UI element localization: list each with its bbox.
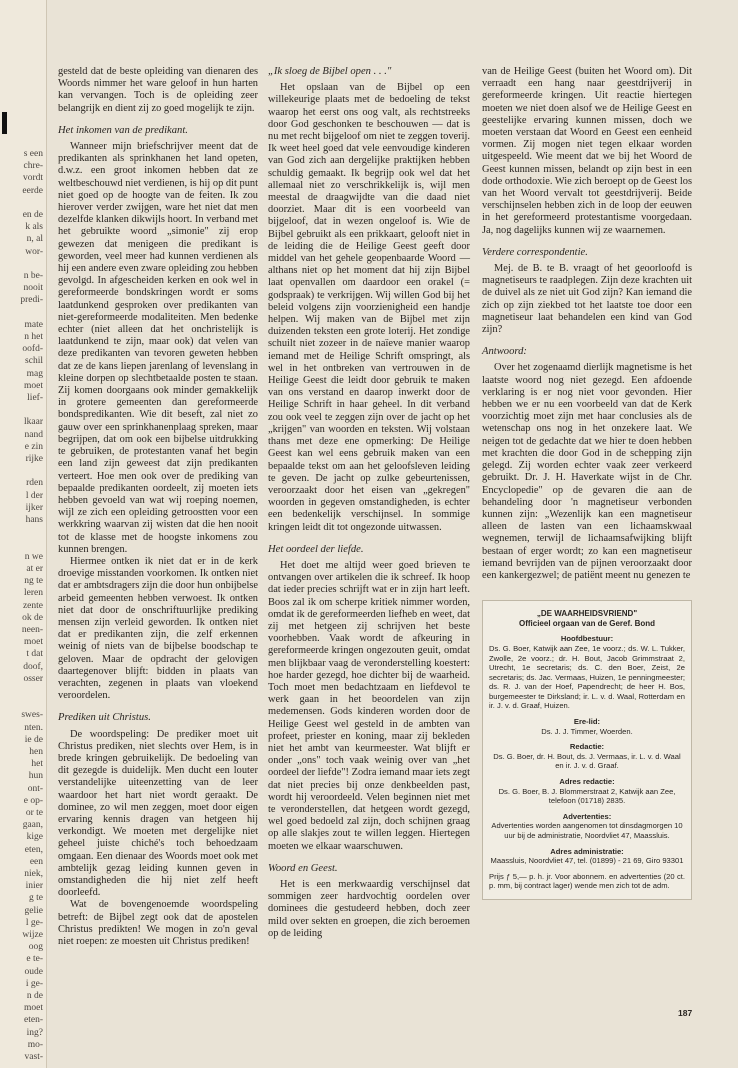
colophon-honor: Ds. J. J. Timmer, Woerden. <box>541 726 633 736</box>
spine-line: gaan, <box>22 820 43 831</box>
spine-line: vast- <box>24 1052 43 1063</box>
spine-line: een <box>29 856 43 867</box>
colophon-redaction-heading: Redactie: <box>569 742 605 752</box>
colophon-box <box>482 600 692 900</box>
spine-line <box>0 526 43 538</box>
colophon-ads: Advertenties worden aangenomen tot dinsdagmorgen 10 uur bij de administratie, Noordvliet 47, Maassluis. <box>491 821 683 840</box>
spine-line: oofd- <box>22 344 43 355</box>
spine-line: hun <box>28 771 43 782</box>
spine-line: oog <box>28 942 43 953</box>
colophon-admin-heading: Adres administratie: <box>550 846 624 856</box>
spine-line: nand <box>24 429 43 440</box>
paragraph: Wanneer mijn briefschrijver meent dat de predikanten als sprinkhanen het land opeten, d.w.z. een groot inkomen hebben dat ze weltbeschouwd niet verdienen, is hij op dit punt niet goed op de hoogte van de feiten. Ik zou hierover verder zwijgen, ware het niet dat men dezelfde klanken dikwijls hoort. In verband met het gebruikte woord „simonie" zij erop gewezen dat menigeen die predikant is geworden, veel meer had kunnen verdienen als hij een andere even zware opleiding zou hebben gevolgd. In afgescheiden kerken en ook wel in gereformeerde bondskringen wordt er soms laatdunkend gesproken over predikanten van niet-gereformeerde modaliteiten. Men bedenke echter (niet alleen dat het onchristelijk is laatdunkend te zijn, maar ook) dat velen van deze predikanten van tevoren geweten hebben dat ze de kans liepen jarenlang of levenslang in kleine dorpen op slechtbetaalde posten te staan. Zij komen doorgaans ook minder gemakkelijk in grotere gemeenten dan gereformeerde bondspredikanten. Wie dit beseft, zal niet zo gauw over een sprinkhanenplaag spreken, maar begrijpen, dat om ook een bijbelse uitdrukking te gebruiken, de protestanten vanaf het begin een land zijn geweest dat zijn predikanten verteert. Hoe men ook over de prediking van bepaalde predikanten oordeelt, zij moeten iets hebben gevoeld van wat wij roeping noemen, wijl ze zich een opleiding getroostten voor een werkkring waarvan zij wisten dat die hen nooit tot de klasse met de hoogste inkomens zou kunnen brengen. <box>58 141 258 555</box>
spine-line: hen <box>29 746 43 757</box>
spine-line: chre- <box>23 161 43 172</box>
spine-line: en de <box>22 210 43 221</box>
spine-line: ok de <box>22 612 43 623</box>
spine-line <box>0 307 43 319</box>
spine-line <box>0 539 43 551</box>
spine-line: ont- <box>27 783 43 794</box>
paragraph: gesteld dat de beste opleiding van dienaren des Woords nimmer het ware geloof in hun harten kan vervangen. Toch is de opleiding zeer belangrijk en dient zij zo goed mogelijk te zijn. <box>58 66 258 114</box>
colophon-price: Prijs ƒ 5,— p. h. jr. Voor abonnem. en advertenties (20 ct. p. mm, bij contract lager) wende men zich tot de adm. <box>489 871 685 891</box>
colophon-honor-heading: Ere-lid: <box>573 717 601 727</box>
spine-line: mate <box>24 319 43 330</box>
spine-line <box>0 697 43 709</box>
spine-line: moet <box>24 380 43 391</box>
spine-line: eten- <box>24 1015 43 1026</box>
paragraph: Mej. de B. te B. vraagt of het geoorloofd is magnetiseurs te raadplegen. Zijn deze krachten uit de duivel als ze niet uit God zijn? Kan iemand die zich op zijn ziekbed tot het laatste toe door een magnetiseur laat behandelen een kind van God zijn? <box>482 263 692 336</box>
section-heading: Woord en Geest. <box>268 862 338 874</box>
spine-line: ing? <box>26 1027 43 1038</box>
spine-line: wijze <box>22 930 43 940</box>
spine-line: oude <box>24 966 43 977</box>
paragraph: De woordspeling: De prediker moet uit Christus prediken, niet slechts over Hem, is in brede kringen gebruikelijk. De bedoeling van dit gezegde is duidelijk. Men ducht een louter verstandelijke uiteenzetting van de leer waardoor het hart niet wordt geraakt. De dominee, zo wil men zeggen, moet door eigen ervaring kennis dragen van hetgeen hij verkondigt. We moeten met dergelijke niet geheel juiste chiché's toch behoedzaam omgaan. Een dienaar des Woords moet ook met ambtelijk gezag leiding kunnen geven in omstandigheden die hij niet zelf heeft doorleefd. <box>58 728 258 899</box>
spine-line: schil <box>25 356 43 367</box>
spine-line: rden <box>26 478 43 489</box>
column-3 <box>482 66 692 900</box>
spine-line: doof, <box>23 661 43 672</box>
spine-line: e zin <box>24 441 43 452</box>
spine-line: g te <box>29 893 43 904</box>
spine-line <box>0 685 43 697</box>
colophon-admin: Maassluis, Noordvliet 47, tel. (01899) - 21 69, Giro 93301 <box>490 856 684 866</box>
colophon-redaction: Ds. G. Boer, dr. H. Bout, ds. J. Vermaas, ir. L. v. d. Waal en ir. J. v. d. Graaf. <box>493 751 681 771</box>
spine-line: inier <box>25 881 43 892</box>
spine-line: lief- <box>27 393 43 404</box>
colophon-subtitle: Officieel orgaan van de Geref. Bond <box>518 618 656 628</box>
spine-line: eten, <box>24 844 43 855</box>
spine-line: l der <box>25 490 43 501</box>
spine-line: lkaar <box>24 417 43 428</box>
column-2 <box>268 66 470 940</box>
spine-line: leren <box>24 588 43 599</box>
colophon-address-heading: Adres redactie: <box>559 777 615 787</box>
spine-line: predi- <box>20 295 43 306</box>
spine-line: e op- <box>23 795 43 806</box>
spine-line: eerde <box>22 185 43 196</box>
paragraph: van de Heilige Geest (buiten het Woord om). Dit verraadt een hang naar geestdrijverij in gereformeerde kringen. Uit reactie hiertegen moeten we niet doen alsof we de Heilige Geest en geestelijke ervaring kunnen missen, doch we moeten verstaan dat Woord en Geest een eenheid vormen. Zij mogen niet tegen elkaar worden uitgespeeld. Wie meent dat we bij het Woord de Geest kunnen missen, belandt op zijn best in een dode orthodoxie. Wie zich beroept op de Geest los van het Woord vervalt tot geestdrijverij. Beide verschijnselen hebben zich in de loop der eeuwen in het gereformeerd protestantisme voorgedaan. Ja, nog dagelijks kunnen wij ze waarnemen. <box>482 66 692 236</box>
colophon-ads-heading: Advertenties: <box>562 811 612 821</box>
spine-line <box>0 258 43 270</box>
spine-line <box>0 404 43 416</box>
spine-line: k als <box>25 222 43 233</box>
spine-line: at er <box>26 563 43 574</box>
paragraph: Het doet me altijd weer goed brieven te ontvangen over artikelen die ik schreef. Ik hoop dat ieder precies schrijft wat er in zijn hart leeft. Boos zal ik om scherpe kritiek nimmer worden, omdat ik de gereformeerden liefheb en weet, dat zij met hetgeen zij schrijven het beste voorhebben. Vaak wordt de afkeuring in gereformeerde kringen ongezouten geuit, omdat men blijkbaar vaag de veronderstelling koestert: hoe harder gezegd, hoe dichter bij de waarheid. Toch moet men bedachtzaam en liefdevol te werk gaan in het beoordelen van zijn medemensen. Gods kinderen worden door de Heilige Geest wel gesteld in de ambten van profeet, priester en koning, maar zij bekleden niet het ambt van keurmeester. Wat blijft er onder „ons" toch vaak weinig over van „het oordeel der liefde"! Zodra iemand maar iets zegt dat niet precies bij onze denkbeelden past, wordt hij veroordeeld. Velen beginnen niet met te veronderstellen, dat hetgeen wordt gezegd, wel goed bedoeld zal zijn, doch schijnen graag op alle slakjes zout te willen leggen. Hiertegen moeten we elkaar waarschuwen. <box>268 559 470 852</box>
spine-line: niek, <box>24 868 43 879</box>
spine-line: vordt <box>22 173 43 184</box>
spine-line: kige <box>26 832 43 843</box>
spine-line: ie de <box>24 734 43 745</box>
spine-line: nooit <box>23 283 43 294</box>
spine-line: mo- <box>27 1039 43 1050</box>
spine-line: neen- <box>21 624 43 635</box>
spine-line: hans <box>25 515 43 526</box>
spine-line <box>0 465 43 477</box>
spine-line: mag <box>26 368 43 379</box>
section-heading: Het inkomen van de predikant. <box>58 124 188 136</box>
spine-line: het <box>31 759 43 770</box>
previous-page-text-fragments <box>0 148 43 1063</box>
spine-line: n be- <box>23 271 43 282</box>
section-heading: Het oordeel der liefde. <box>268 543 364 555</box>
section-heading: Prediken uit Christus. <box>58 712 151 724</box>
column-1 <box>58 66 258 948</box>
spine-line: moet <box>24 637 43 648</box>
colophon-address: Ds. G. Boer, B. J. Blommerstraat 2, Katwijk aan Zee, telefoon (01718) 2835. <box>498 786 676 806</box>
spine-line: n de <box>26 991 43 1002</box>
colophon-title: „DE WAARHEIDSVRIEND" <box>536 609 638 619</box>
spine-line: l ge- <box>25 917 43 928</box>
paragraph: Het opslaan van de Bijbel op een willekeurige plaats met de bedoeling de tekst waarop het eerst ons oog valt, als rechtstreeks door God geschonken te beschouwen — dat is nu met recht bijgeloof om niet te zeggen toverij. Ik weet heel goed dat vele eenvoudige kinderen van God zich aan dergelijke praktijken hebben schuldig gemaakt. Ik begrijp ook wel dat het allemaal niet zo verschrikkelijk is, wijl men meestal de draagwijdte van die daad niet doorziet. Maar dit is een voorbeeld van bijgeloof, dat in wezen ongeloof is. Wie de Bijbel gebruikt als een prikkaart, gelooft niet in de leiding die de Heilige Geest geeft door middel van het gehele geopenbaarde Woord — althans niet op het moment dat hij zijn Bijbel laat openvallen om daardoor een orakel (= godspraak) te verkrijgen. Wij willen God bij het beleid volgens zijn voorzienigheid een handje helpen. Wij maken van de Bijbel met zijn duizenden teksten een grote loterij. Het zondige schuilt niet zozeer in de naïeve manier waarop iemand met de Heilige Schrift omspringt, als wel in het ontbreken van vertrouwen in de Heilige Geest die leidt door gebruik te maken van ons verstand en daarop inwerkt door de Heilige Schrift in haar geheel. In dit verband zou ook veel te zeggen zijn over de jacht op het „krijgen" van woorden en teksten. Wij volstaan thans met deze ene opmerking: De Heilige Geest kan wel eens gebruik maken van een bepaalde tekst om aan het geloofsleven leiding te geven. De jacht op zulke gebeurtenissen, veroorzaakt door het eisen van „gekregen" woorden in gegeven omstandigheden, is echter een bedenkelijk verschijnsel. In sommige kringen leidt dit tot ongezonde uitwassen. <box>268 82 470 533</box>
previous-page-edge <box>0 0 47 1068</box>
section-heading: Verdere correspondentie. <box>482 246 588 258</box>
spine-line: e te- <box>26 954 43 965</box>
spine-line: gelie <box>24 905 43 916</box>
spine-line: moet <box>24 1003 43 1014</box>
paragraph: Wat de bovengenoemde woordspeling betreft: de Bijbel zegt ook dat de apostelen Christus predikten! We mogen in zo'n geval niet roepen: ze moesten uit Christus prediken! <box>58 899 258 948</box>
spine-line: rijke <box>25 454 43 465</box>
spine-line: n, al <box>26 234 43 245</box>
spine-line: t dat <box>26 649 43 660</box>
spine-line: n het <box>24 332 43 343</box>
spine-line: swes- <box>21 710 43 721</box>
spine-line: ijker <box>25 502 43 513</box>
spine-line: ng te <box>24 576 43 587</box>
spine-line: s een <box>23 149 43 159</box>
spine-line: i ge- <box>25 978 43 989</box>
colophon-board-heading: Hoofdbestuur: <box>560 634 614 644</box>
colophon-board: Ds. G. Boer, Katwijk aan Zee, 1e voorz.; ds. W. L. Tukker, Zwolle, 2e voorz.; dr. H. Bout, Jacob Grimmstraat 2, Utrecht, 1e secretaris; ds. C. den Boer, Zeist, 2e secretaris; ds. Jac. Vermaas, Huizen, 1e penningmeester; ds. R. J. van der Hoef, Papendrecht; de heer H. Bos, burgemeester te Dirksland; ir. L. v. d. Waal, Rotterdam en ir. J. v. d. Graaf, Huizen. <box>489 643 685 711</box>
spine-line: zente <box>22 600 43 611</box>
spine-line: nten. <box>24 722 43 733</box>
section-heading: Antwoord: <box>482 346 527 358</box>
spine-line: osser <box>23 673 43 684</box>
paragraph: Hiermee ontken ik niet dat er in de kerk droevige misstanden voorkomen. Ik ontken niet dat er ambtsdragers zijn die door hun onbijbelse arbeid gemeenten hebben verwoest. Ik ontken niet dat door de onschriftuurlijke prediking mensen zijn verleid geworden. Ik ontken niet dat er predikanten zijn, die zelf erkennen weinig of niets van de bijbelse boodschap te geloven. Maar de opdracht der gelovigen daartegenover blijft: bidden in plaats van verachten, zegenen in plaats van vloekend veroordelen. <box>58 555 258 702</box>
spine-line: or te <box>25 807 43 818</box>
spine-line: wor- <box>25 246 43 257</box>
spine-line <box>0 197 43 209</box>
black-margin-mark <box>2 112 7 134</box>
paragraph: Het is een merkwaardig verschijnsel dat sommigen zeer hardvochtig oordelen over dominees die gestudeerd hebben, doch zeer mild over sekten en groepen, die zich beroemen op de leiding <box>268 879 470 939</box>
section-heading: „Ik sloeg de Bijbel open . . ." <box>268 66 392 77</box>
page-number: 187 <box>678 1008 693 1018</box>
spine-line: n we <box>24 551 43 562</box>
paragraph: Over het zogenaamd dierlijk magnetisme is het laatste woord nog niet gezegd. Een afdoende verklaring is er nog niet voor gevonden. Hier hebben we er nu een voorbeeld van dat de Kerk voorzichtig moet zijn met haar conclusies als de wetenschap ons nog in het onzekere laat. We neigen tot de gedachte dat we hier te doen hebben met krachten die door God in de schepping zijn gelegd. Zij worden echter vaak zeer verkeerd gebruikt. Dr. J. H. Haverkate wijst in de Chr. Encyclopedie" op de gevaren die aan de behandeling door 'n magnetiseur verbonden kunnen zijn: „Wezenlijk kan een magnetiseur alleen de lasten van een lichaamskwaal wegnemen, terwijl de lichaamsafwijking blijft bestaan of erger wordt; zo kan een magnetiseur iemand bevrijden van de pijnen veroorzaakt door een kankergezwel; de patiënt meent nu genezen te <box>482 362 692 581</box>
